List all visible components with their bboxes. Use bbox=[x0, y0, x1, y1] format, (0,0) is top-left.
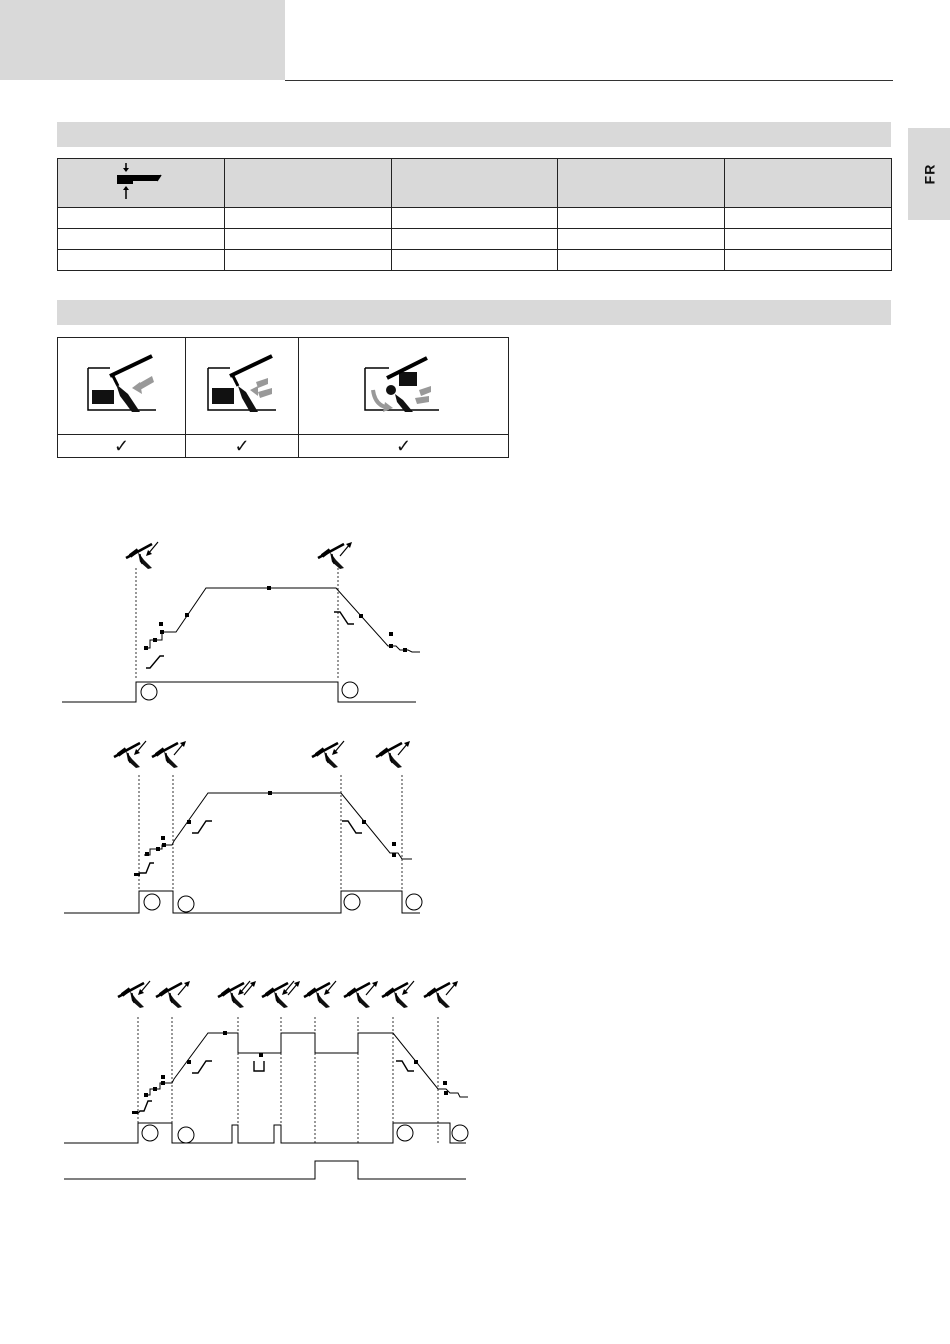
welding-position-table bbox=[57, 337, 509, 458]
table-header-row bbox=[58, 159, 892, 208]
horizontal-position-icon bbox=[202, 354, 282, 414]
table-cell bbox=[391, 208, 558, 229]
trigger-release-icon bbox=[152, 741, 186, 768]
table-cell bbox=[58, 208, 225, 229]
language-tab[interactable] bbox=[908, 128, 950, 220]
check-horizontal: ✓ bbox=[186, 435, 299, 458]
table-cell bbox=[725, 208, 892, 229]
flat-position-icon bbox=[82, 354, 162, 414]
position-check-row bbox=[58, 435, 509, 458]
table-cell bbox=[725, 250, 892, 271]
table-row bbox=[58, 208, 892, 229]
4T-log-cycle-diagram bbox=[0, 975, 950, 1190]
table-header-cell bbox=[224, 159, 391, 208]
check-flat: ✓ bbox=[58, 435, 186, 458]
table-row bbox=[58, 229, 892, 250]
table-cell bbox=[558, 229, 725, 250]
table-header-cell bbox=[58, 159, 225, 208]
table-header-cell bbox=[391, 159, 558, 208]
position-icon-row bbox=[58, 338, 509, 435]
trigger-press-icon bbox=[114, 741, 146, 768]
table-header-cell bbox=[725, 159, 892, 208]
2T-cycle-diagram bbox=[0, 530, 950, 710]
section-bar-thickness bbox=[57, 122, 891, 147]
table-cell bbox=[558, 250, 725, 271]
section-bar-positions bbox=[57, 300, 891, 325]
plate-thickness-icon bbox=[111, 161, 171, 201]
table-row bbox=[58, 250, 892, 271]
table-cell bbox=[391, 250, 558, 271]
table-cell bbox=[58, 250, 225, 271]
header-rule bbox=[285, 80, 893, 81]
trigger-release-icon bbox=[344, 981, 378, 1008]
trigger-press-icon bbox=[312, 741, 344, 768]
trigger-press-release-icon bbox=[218, 981, 256, 1008]
table-cell bbox=[224, 250, 391, 271]
trigger-press-icon bbox=[382, 981, 414, 1008]
header-title-block bbox=[0, 0, 285, 80]
position-cell-vertical-overhead bbox=[299, 338, 509, 435]
position-cell-flat bbox=[58, 338, 186, 435]
trigger-release-icon bbox=[318, 542, 352, 569]
table-cell bbox=[391, 229, 558, 250]
table-cell bbox=[224, 208, 391, 229]
table-cell bbox=[558, 208, 725, 229]
trigger-press-icon bbox=[304, 981, 336, 1008]
language-tab-label: FR bbox=[920, 163, 937, 185]
trigger-release-icon bbox=[424, 981, 458, 1008]
table-cell bbox=[58, 229, 225, 250]
check-vertical-overhead: ✓ bbox=[299, 435, 509, 458]
table-header-cell bbox=[558, 159, 725, 208]
trigger-press-icon bbox=[118, 981, 150, 1008]
vertical-overhead-position-icon bbox=[359, 354, 449, 414]
thickness-table bbox=[57, 158, 892, 271]
4T-cycle-diagram bbox=[0, 735, 950, 920]
trigger-release-icon bbox=[376, 741, 410, 768]
table-cell bbox=[224, 229, 391, 250]
trigger-release-icon bbox=[156, 981, 190, 1008]
position-cell-horizontal bbox=[186, 338, 299, 435]
trigger-press-release-icon bbox=[262, 981, 300, 1008]
trigger-press-icon bbox=[126, 542, 158, 569]
table-cell bbox=[725, 229, 892, 250]
